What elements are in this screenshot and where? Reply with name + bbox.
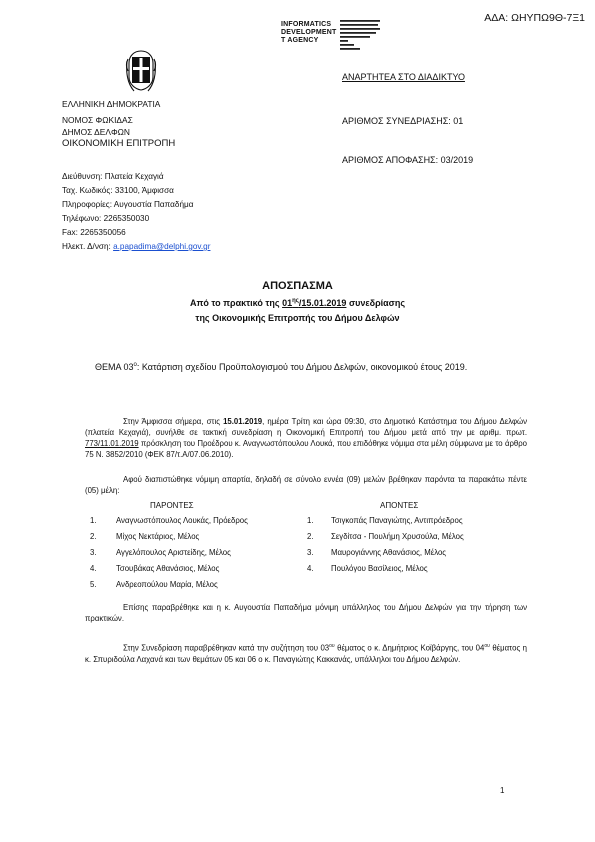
session-number: ΑΡΙΘΜΟΣ ΣΥΝΕΔΡΙΑΣΗΣ: 01 xyxy=(342,116,464,126)
list-num: 3. xyxy=(307,548,314,557)
list-name: Αναγνωστόπουλος Λουκάς, Πρόεδρος xyxy=(116,516,248,525)
authority-line: ΕΛΛΗΝΙΚΗ ΔΗΜΟΚΡΑΤΙΑ xyxy=(62,99,161,109)
list-item xyxy=(90,577,248,593)
logo-small-print-graphic xyxy=(340,20,382,55)
page-number: 1 xyxy=(500,786,505,795)
list-num: 2. xyxy=(307,532,314,541)
subtitle-session xyxy=(282,298,346,308)
list-item xyxy=(307,529,464,545)
logo-graphic xyxy=(340,20,382,54)
subtitle-line-2: της Οικονομικής Επιτροπής του Δήμου Δελφών xyxy=(195,313,400,323)
list-num: 3. xyxy=(90,548,97,557)
subtitle-date: /15.01.2019 xyxy=(298,298,347,308)
contact-email-row xyxy=(62,240,210,254)
paragraph-meeting-text xyxy=(85,416,527,460)
subject xyxy=(95,357,527,376)
list-name: Μίχος Νεκτάριος, Μέλος xyxy=(116,532,200,541)
subject-label xyxy=(95,362,137,372)
subject-text: : Κατάρτιση σχεδίου Προϋπολογισμού του Δήμου Δελφών, οικονομικού έτους 2019. xyxy=(136,362,468,372)
subject-sup: ο xyxy=(133,362,137,368)
list-num: 1. xyxy=(90,516,97,525)
list-num: 5. xyxy=(90,580,97,589)
logo-line: T AGENCY xyxy=(281,37,319,44)
paragraph-quorum-text: Αφού διαπιστώθηκε νόμιμη απαρτία, δηλαδή σε σύνολο εννέα (09) μελών βρέθηκαν παρόντα τα παρακάτω πέντε (05) μέλη: xyxy=(85,475,527,495)
list-num: 4. xyxy=(90,564,97,573)
authority-line: ΔΗΜΟΣ ΔΕΛΦΩΝ xyxy=(62,127,130,137)
list-name: Μαυρογιάννης Αθανάσιος, Μέλος xyxy=(331,548,447,557)
logo-text xyxy=(281,21,336,45)
subtitle-sup: ης xyxy=(292,298,299,304)
contact-address: Διεύθυνση: Πλατεία Κεχαγιά xyxy=(62,172,164,181)
email-label: Ηλεκτ. Δ/νση: xyxy=(62,242,114,251)
subtitle-session-num: 01 xyxy=(282,298,293,308)
subject-label-text: ΘΕΜΑ 03 xyxy=(95,362,134,372)
decision-number: ΑΡΙΘΜΟΣ ΑΠΟΦΑΣΗΣ: 03/2019 xyxy=(342,155,474,165)
para4-sup2: ου xyxy=(484,643,490,649)
posted-online-label: ΑΝΑΡΤΗΤΕΑ ΣΤΟ ΔΙΑΔΙΚΤΥΟ xyxy=(342,72,465,82)
logo-line: DEVELOPMENT xyxy=(281,29,337,36)
para4-b: θέματος ο κ. Δημήτριος Κοϊβάργης, του 04 xyxy=(334,643,485,653)
absent-header: ΑΠΟΝΤΕΣ xyxy=(380,501,419,510)
list-item xyxy=(307,513,464,529)
list-item xyxy=(307,561,464,577)
para1-ref: 773/11.01.2019 xyxy=(85,439,139,448)
authority-line: ΝΟΜΟΣ ΦΩΚΙΔΑΣ xyxy=(62,115,133,125)
contact-phone: Τηλέφωνο: 2265350030 xyxy=(62,214,150,223)
authority-block xyxy=(62,98,175,150)
paragraph-secretary xyxy=(85,602,527,624)
ada-code: ΑΔΑ: ΩΗΥΠΩ9Θ-7Ξ1 xyxy=(484,12,585,24)
contact-fax: Fax: 2265350056 xyxy=(62,228,126,237)
list-name: Ανδρεοπούλου Μαρία, Μέλος xyxy=(116,580,218,589)
logo-line: INFORMATICS xyxy=(281,21,332,28)
subtitle-post: συνεδρίασης xyxy=(346,298,406,308)
para1-date: 15.01.2019 xyxy=(223,417,263,426)
list-item xyxy=(90,561,248,577)
list-name: Τσουβάκας Αθανάσιος, Μέλος xyxy=(116,564,220,573)
list-name: Σεγδίτσα - Πουλήμη Χρυσούλα, Μέλος xyxy=(331,532,464,541)
subtitle-pre: Από το πρακτικό της xyxy=(189,298,283,308)
paragraph-meeting xyxy=(85,416,527,460)
list-name: Αγγελόπουλος Αριστείδης, Μέλος xyxy=(116,548,231,557)
list-item xyxy=(307,545,464,561)
para1-b: , ημέρα Τρίτη και ώρα 09:30, στο Δημοτικό Κατάστημα του Δήμου Δελφών (πλατεία Κεχαγιά), συνήλθε σε τακτική συνεδρίαση η Οικονομική Επιτροπή του Δήμου μετά από την με αριθμ. πρωτ. xyxy=(85,417,527,437)
paragraph-attendees xyxy=(85,641,527,665)
list-item xyxy=(90,545,248,561)
contact-block xyxy=(62,170,210,254)
para4-a: Στην Συνεδρίαση παραβρέθηκαν κατά την συζήτηση του 03 xyxy=(123,643,330,653)
list-num: 4. xyxy=(307,564,314,573)
subtitle-line-1 xyxy=(0,298,595,308)
list-item xyxy=(90,513,248,529)
list-num: 1. xyxy=(307,516,314,525)
email-link[interactable]: a.papadima@delphi.gov.gr xyxy=(113,242,211,251)
para1-c: πρόσκληση του Προέδρου κ. Αναγνωστόπουλου Λουκά, που επιδόθηκε νόμιμα στα μέλη σύμφωνα με το άρθρο 75 Ν. 3852/2010 (ΦΕΚ 87/τ.Α/07.06.2010). xyxy=(85,439,527,459)
para1-a: Στην Άμφισσα σήμερα, στις xyxy=(123,417,224,426)
paragraph-attendees-text xyxy=(85,641,527,665)
list-item xyxy=(90,529,248,545)
present-header: ΠΑΡΟΝΤΕΣ xyxy=(150,501,194,510)
para4-c: θέματος η κ. Σπυριδούλα Λαχανά και των θεμάτων 05 και 06 ο κ. Παναγιώτης Κακκανάς, υπάλληλοι του Δήμου Δελφών. xyxy=(85,643,527,664)
para4-sup1: ου xyxy=(329,643,335,649)
list-name: Πουλόγου Βασίλειος, Μέλος xyxy=(331,564,428,573)
authority-line: ΟΙΚΟΝΟΜΙΚΗ ΕΠΙΤΡΟΠΗ xyxy=(62,138,176,149)
contact-postal: Ταχ. Κωδικός: 33100, Άμφισσα xyxy=(62,186,174,195)
paragraph-quorum xyxy=(85,474,527,496)
present-list xyxy=(90,513,248,593)
list-num: 2. xyxy=(90,532,97,541)
greek-emblem-icon xyxy=(124,47,158,93)
contact-info: Πληροφορίες: Αυγουστία Παπαδήμα xyxy=(62,200,194,209)
absent-list xyxy=(307,513,464,577)
paragraph-secretary-text: Επίσης παραβρέθηκε και η κ. Αυγουστία Παπαδήμα μόνιμη υπάλληλος του Δήμου Δελφών για την τήρηση των πρακτικών. xyxy=(85,603,527,623)
document-title: ΑΠΟΣΠΑΣΜΑ xyxy=(262,280,333,292)
list-name: Τσιγκοπάς Παναγιώτης, Αντιπρόεδρος xyxy=(331,516,463,525)
